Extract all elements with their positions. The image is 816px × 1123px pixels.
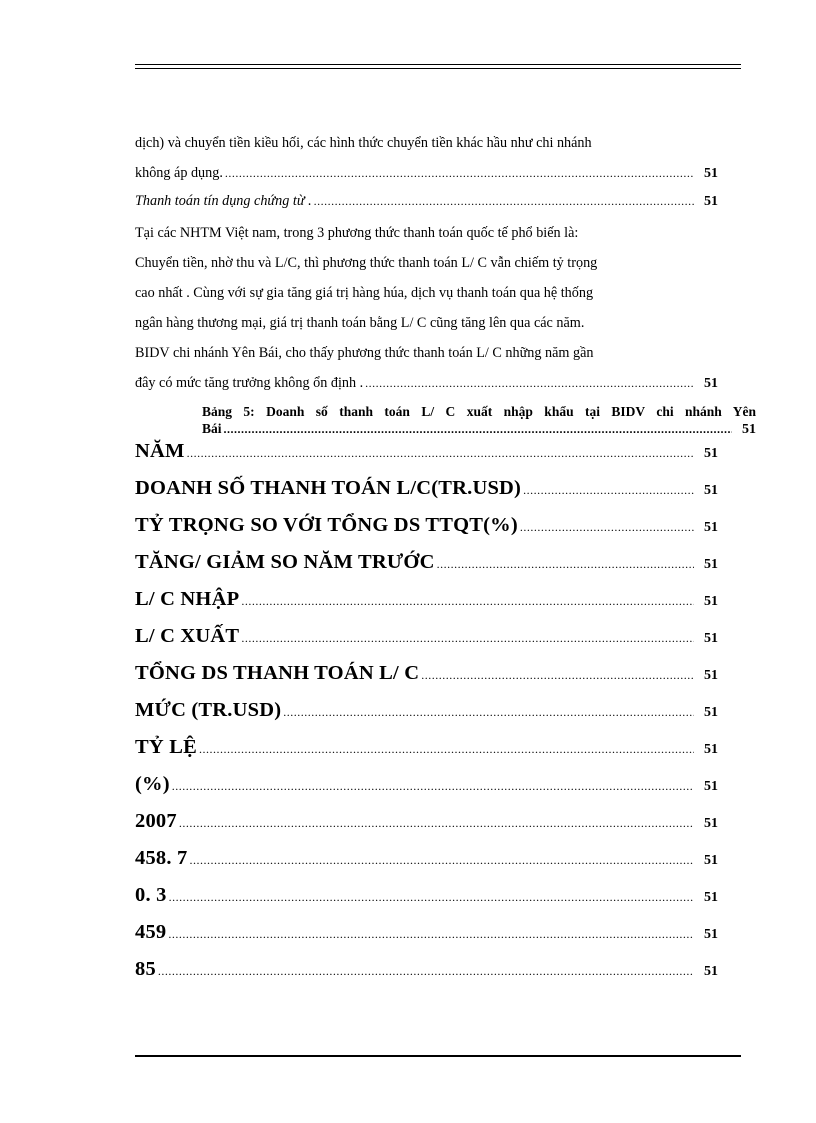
toc-entry-5[interactable] [135,625,718,648]
leader-dots [172,779,694,794]
entry-title: 2007 [135,810,177,832]
entry-title: L/ C NHẬP [135,588,240,610]
leader-dots [187,446,694,461]
leader-dots [169,890,694,905]
page-number: 51 [704,520,718,535]
leader-dots [520,520,694,535]
paragraph-line: ngân hàng thương mại, giá trị thanh toán bằng L/ C cũng tăng lên qua các năm. [135,315,585,331]
toc-entry-8[interactable] [135,736,718,759]
entry-title: TĂNG/ GIẢM SO NĂM TRƯỚC [135,551,435,573]
entry-title: 459 [135,921,167,943]
page-number: 51 [704,964,718,979]
paragraph-line: không áp dụng. [135,165,223,181]
toc-entry-13[interactable] [135,921,718,944]
toc-entry-lc-paragraph[interactable] [135,218,718,399]
leader-dots [158,964,694,979]
entry-title: 0. 3 [135,884,167,906]
toc-entry-9[interactable] [135,773,718,796]
leader-dots [421,668,694,683]
paragraph-line: Tại các NHTM Việt nam, trong 3 phương thức thanh toán quốc tế phổ biến là: [135,225,579,241]
page-number: 51 [704,705,718,720]
paragraph-line: BIDV chi nhánh Yên Bái, cho thấy phương thức thanh toán L/ C những năm gần [135,345,594,361]
toc-entry-2[interactable] [135,514,718,537]
toc-entry-3[interactable] [135,551,718,574]
caption-line: Bảng 5: Doanh số thanh toán L/ C xuất nhập khẩu tại BIDV chi nhánh Yên [202,404,756,419]
page-number: 51 [704,376,718,391]
page-number: 51 [704,927,718,942]
entry-title: DOANH SỐ THANH TOÁN L/C(TR.USD) [135,477,522,499]
leader-dots [224,421,732,438]
leader-dots [437,557,694,572]
page-number: 51 [704,742,718,757]
leader-dots [199,742,694,757]
toc-entry-14[interactable] [135,958,718,981]
page-number: 51 [742,422,756,437]
paragraph-line: Chuyển tiền, nhờ thu và L/C, thì phương thức thanh toán L/ C vẫn chiếm tỷ trọng [135,255,598,271]
toc-entry-6[interactable] [135,662,718,685]
page-number: 51 [704,816,718,831]
caption-line: Bái [202,421,222,436]
page-number: 51 [704,594,718,609]
leader-dots [523,483,694,498]
toc-entry-12[interactable] [135,884,718,907]
entry-title: TỶ LỆ [135,736,197,758]
leader-dots [283,705,694,720]
entry-title: MỨC (TR.USD) [135,699,282,721]
paragraph-line: đây có mức tăng trưởng không ổn định . [135,375,364,391]
toc-entry-7[interactable] [135,699,718,722]
entry-title: L/ C XUẤT [135,625,240,647]
header-rule-thin [135,68,741,69]
entry-title: NĂM [135,440,185,462]
toc-entry-10[interactable] [135,810,718,833]
leader-dots [314,194,694,209]
page-number: 51 [704,446,718,461]
leader-dots [189,853,694,868]
entry-title: 85 [135,958,156,980]
toc-entry-0[interactable] [135,440,718,463]
entry-title: 458. 7 [135,847,188,869]
paragraph-line: cao nhất . Cùng với sự gia tăng giá trị hàng húa, dịch vụ thanh toán qua hệ thống [135,285,594,301]
leader-dots [241,594,694,609]
entry-title: TỔNG DS THANH TOÁN L/ C [135,662,420,684]
footer-rule [135,1055,741,1057]
toc-entry-4[interactable] [135,588,718,611]
leader-dots [241,631,694,646]
entry-title: TỶ TRỌNG SO VỚI TỔNG DS TTQT(%) [135,514,518,536]
toc-entry-remittance[interactable] [135,128,718,189]
leader-dots [225,158,694,188]
toc-entry-table-caption[interactable] [202,403,756,438]
page-number: 51 [704,483,718,498]
entry-title: (%) [135,773,170,795]
page-number: 51 [704,557,718,572]
paragraph-line: dịch) và chuyển tiền kiều hối, các hình thức chuyển tiền khác hầu như chi nhánh [135,135,592,151]
toc-entry-documentary-credit[interactable] [135,193,718,210]
leader-dots [179,816,694,831]
page-number: 51 [704,668,718,683]
entry-title: Thanh toán tín dụng chứng từ . [135,193,312,209]
leader-dots [168,927,694,942]
toc-entry-1[interactable] [135,477,718,500]
toc-entry-11[interactable] [135,847,718,870]
page-number: 51 [704,853,718,868]
header-rule-thick [135,64,741,65]
page-number: 51 [704,166,718,181]
page-number: 51 [704,194,718,209]
page-number: 51 [704,631,718,646]
leader-dots [365,368,694,398]
page-number: 51 [704,779,718,794]
page-number: 51 [704,890,718,905]
